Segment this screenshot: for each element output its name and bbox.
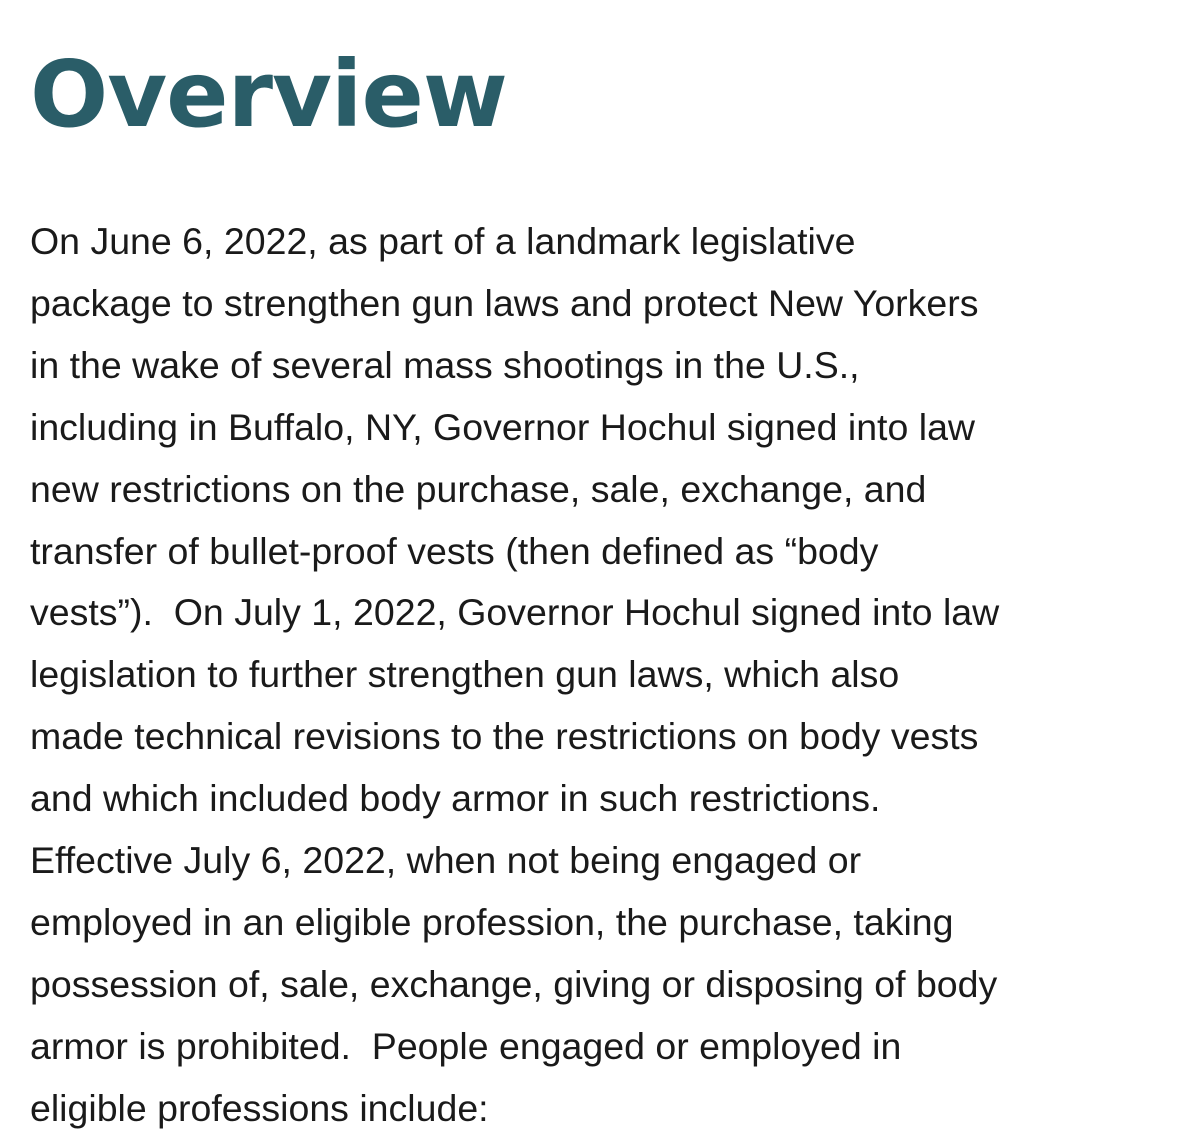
- paragraph-line: including in Buffalo, NY, Governor Hochul signed into law: [30, 405, 976, 448]
- paragraph-line: legislation to further strengthen gun laws, which also: [30, 653, 900, 696]
- paragraph-line: eligible professions include:: [30, 1086, 489, 1129]
- paragraph-line: armor is prohibited. People engaged or employed in: [30, 1024, 902, 1067]
- paragraph-line: made technical revisions to the restrictions on body vests: [30, 715, 979, 758]
- paragraph-line: vests”). On July 1, 2022, Governor Hochul signed into law: [30, 591, 1000, 634]
- paragraph-line: transfer of bullet-proof vests (then defined as “body: [30, 529, 879, 572]
- paragraph-line: new restrictions on the purchase, sale, exchange, and: [30, 467, 927, 510]
- paragraph-line: employed in an eligible profession, the purchase, taking: [30, 900, 954, 943]
- paragraph-line: possession of, sale, exchange, giving or disposing of body: [30, 962, 998, 1005]
- section-heading: Overview: [30, 41, 507, 148]
- paragraph-line: On June 6, 2022, as part of a landmark legislative: [30, 220, 856, 262]
- overview-paragraph: [30, 211, 1195, 1140]
- paragraph-line: and which included body armor in such restrictions.: [30, 777, 881, 820]
- paragraph-line: Effective July 6, 2022, when not being engaged or: [30, 839, 862, 882]
- paragraph-line: in the wake of several mass shootings in the U.S.,: [30, 343, 860, 386]
- paragraph-line: package to strengthen gun laws and protect New Yorkers: [30, 281, 979, 324]
